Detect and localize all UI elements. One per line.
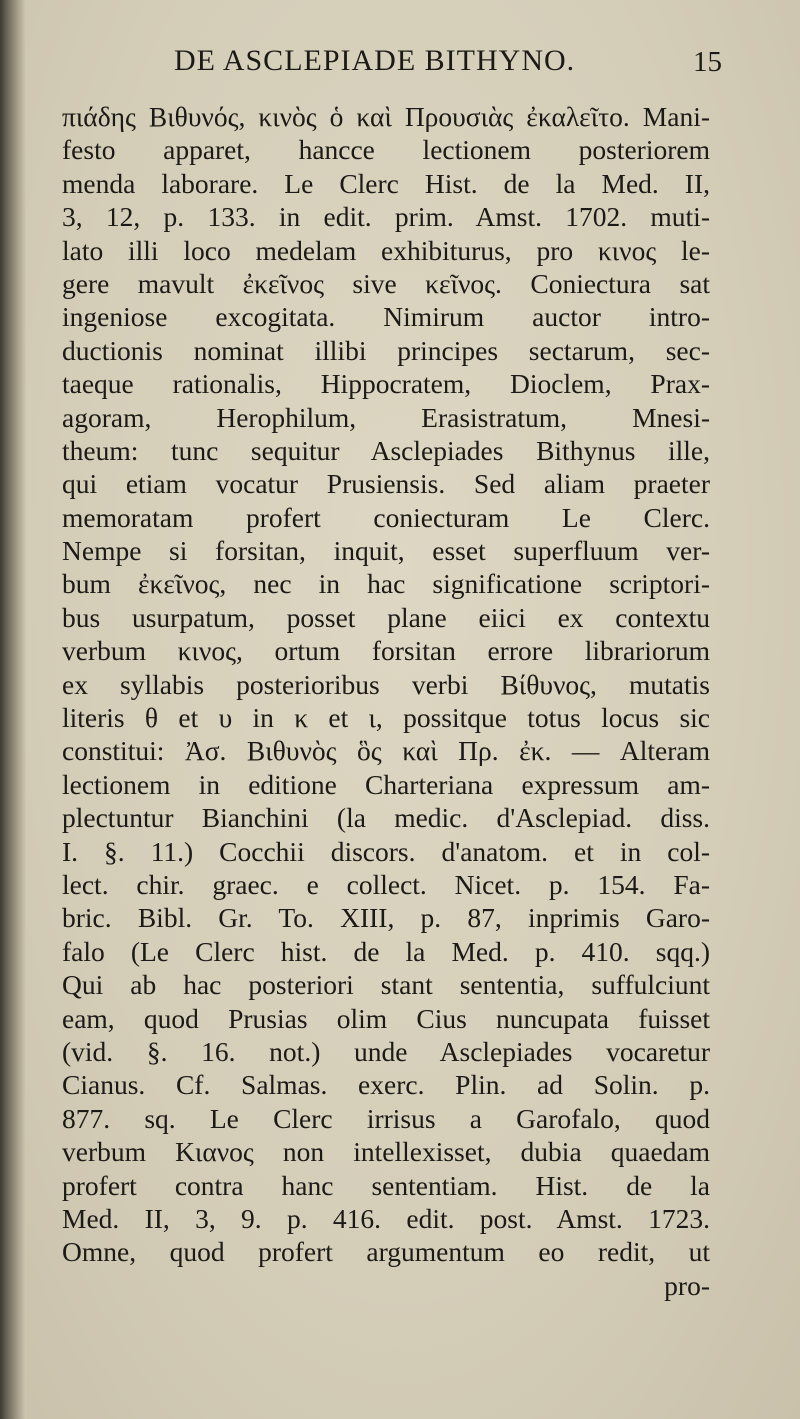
page-header xyxy=(62,44,722,92)
text-line: constitui: Ἀσ. Βιθυνὸς ὃς καὶ Πρ. ἐκ. — Alteram xyxy=(62,735,710,767)
text-line: bric. Bibl. Gr. To. XIII, p. 87, inprimis Garo- xyxy=(62,902,710,934)
text-line: Cianus. Cf. Salmas. exerc. Plin. ad Solin. p. xyxy=(62,1069,710,1101)
page-gutter xyxy=(0,0,26,1419)
text-line: πιάδης Βιθυνός, κινὸς ὁ καὶ Προυσιὰς ἐκαλεῖτο. Mani- xyxy=(62,101,710,132)
text-line: falo (Le Clerc hist. de la Med. p. 410. sqq.) xyxy=(62,935,710,967)
text-line: Med. II, 3, 9. p. 416. edit. post. Amst. 1723. xyxy=(62,1202,710,1234)
text-line: profert contra hanc sententiam. Hist. de la xyxy=(62,1169,710,1201)
text-line: 3, 12, p. 133. in edit. prim. Amst. 1702. muti- xyxy=(62,201,710,233)
text-line: theum: tunc sequitur Asclepiades Bithynus ille, xyxy=(62,434,710,466)
text-line: menda laborare. Le Clerc Hist. de la Med. II, xyxy=(62,167,710,199)
text-line: gere mavult ἐκεῖνος sive κεῖνος. Coniectura sat xyxy=(62,267,710,299)
text-line: memoratam profert coniecturam Le Clerc. xyxy=(62,501,710,533)
text-line: lect. chir. graec. e collect. Nicet. p. 154. Fa- xyxy=(62,868,710,900)
text-line: bum ἐκεῖνος, nec in hac significatione scriptori- xyxy=(62,568,710,600)
text-line: ductionis nominat illibi principes sectarum, sec- xyxy=(62,334,710,366)
text-line: verbum κινος, ortum forsitan errore librariorum xyxy=(62,635,710,667)
text-line: literis θ et υ in κ et ι, possitque totus locus sic xyxy=(62,702,710,734)
text-line: Qui ab hac posteriori stant sententia, suffulciunt xyxy=(62,969,710,1001)
text-line: (vid. §. 16. not.) unde Asclepiades vocaretur xyxy=(62,1035,710,1067)
text-line: qui etiam vocatur Prusiensis. Sed aliam praeter xyxy=(62,468,710,500)
text-line: Omne, quod profert argumentum eo redit, ut xyxy=(62,1236,710,1268)
text-line: lectionem in editione Charteriana expressum am- xyxy=(62,768,710,800)
running-title: DE ASCLEPIADE BITHYNO. xyxy=(174,44,576,77)
text-line: taeque rationalis, Hippocratem, Dioclem, Prax- xyxy=(62,368,710,400)
text-line: festo apparet, hancce lectionem posteriorem xyxy=(62,134,710,166)
text-line: ex syllabis posterioribus verbi Βίθυνος, mutatis xyxy=(62,668,710,700)
text-line: Nempe si forsitan, inquit, esset superfluum ver- xyxy=(62,535,710,567)
catchword: pro- xyxy=(664,1269,710,1301)
text-line: verbum Κιανος non intellexisset, dubia quaedam xyxy=(62,1136,710,1168)
text-body xyxy=(62,100,710,1302)
text-line: eam, quod Prusias olim Cius nuncupata fuisset xyxy=(62,1002,710,1034)
text-line: 877. sq. Le Clerc irrisus a Garofalo, quod xyxy=(62,1102,710,1134)
text-line: ingeniose excogitata. Nimirum auctor intro- xyxy=(62,301,710,333)
text-line: bus usurpatum, posset plane eiici ex contextu xyxy=(62,601,710,633)
text-line: agoram, Herophilum, Erasistratum, Mnesi- xyxy=(62,401,710,433)
text-line: plectuntur Bianchini (la medic. d'Asclepiad. diss. xyxy=(62,802,710,834)
text-line: lato illi loco medelam exhibiturus, pro κινος le- xyxy=(62,234,710,266)
text-line: I. §. 11.) Cocchii discors. d'anatom. et in col- xyxy=(62,835,710,867)
page-number: 15 xyxy=(693,46,722,78)
